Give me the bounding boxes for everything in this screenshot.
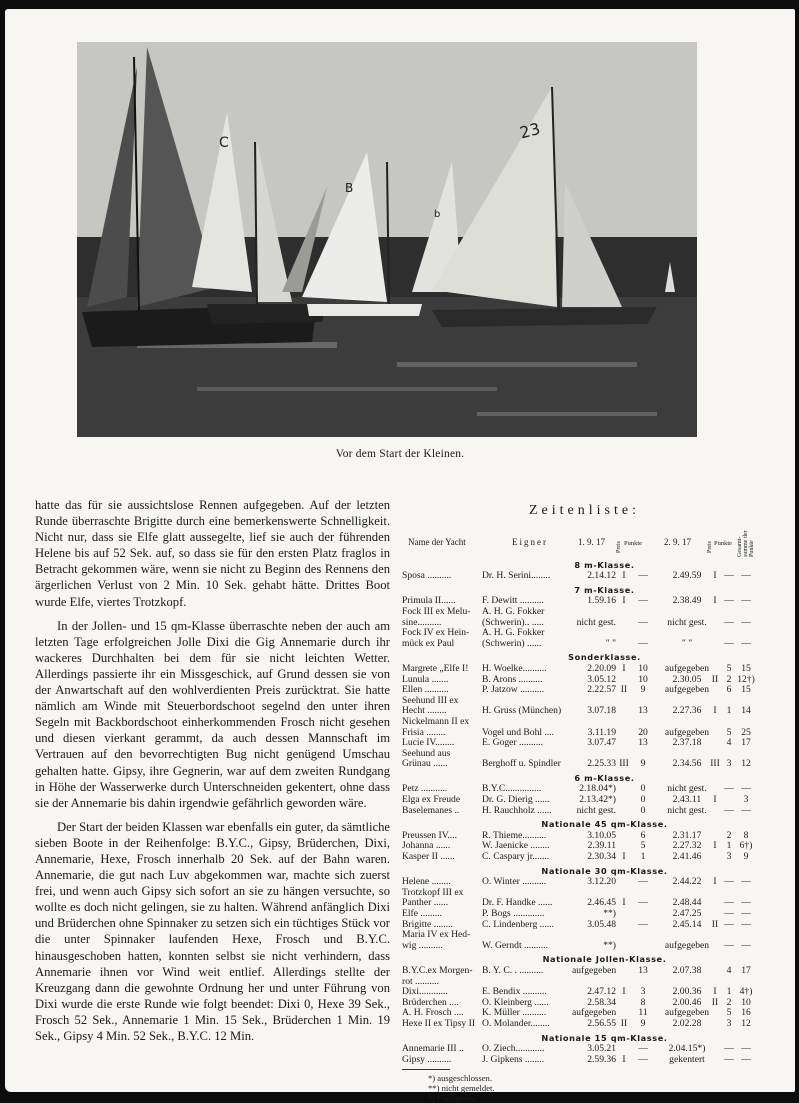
time-day1: 2.22.57 [587, 684, 616, 696]
points-day2: 1 [726, 705, 732, 717]
prize-day2: I [713, 595, 717, 607]
time-day2: 2.47.25 [672, 908, 702, 919]
document-page [5, 9, 795, 1103]
time-day1: 3.07.18 [587, 705, 616, 717]
prize-day1: I [622, 595, 626, 607]
time-day2: 2.43.11 [672, 794, 702, 806]
time-day1: 3.12.20 [587, 876, 616, 888]
total-points: — [741, 637, 751, 649]
sailboats-illustration [77, 42, 697, 437]
yacht-name: Kasper II ...... [402, 852, 455, 863]
article-paragraph: Der Start der beiden Klassen war ebenfalls ein guter, da sämtliche sieben Boote in der Reihenfolge: B.Y.C., Gipsy, Brüderchen, Dixi, Annemarie, Hexe, Frosch innerhalb 20 Sek. auf der Bahn waren. Annemarie, die gut nach Luv abgekommen war, machte sich zuerst frei, und wenn auch Gipsy sich sofort an sie zu hängen versuchte, so wollte es doch nicht gelingen, sie zu halten. Während anfänglich Dixi und Brüderchen ohne Spinnaker zu setzen sich ein tüchtiges Stück vor die unter Spinnaker laufenden Hexe, Frosch und B.Y.C. hinausgeschoben hatten, konnten selbst sie nicht verhindern, dass Annemarie ihnen vor Wind weit entlief. Allerdings stellte der Kreuzgang dann die gewohnte Ordnung her und unter Führung von Dixi wurde die erste Runde wie folgt beendet: Dixi 0, Hexe 39 Sek., Frosch 52 Sek., Annemarie 1 Min. 15 Sek., Brüderchen 1 Min. 19 Sek., Gipsy 4 Min. 52 Sek., B.Y.C. 12 Min. [35, 819, 390, 1043]
points-day2: — [724, 783, 734, 795]
yacht-name: Ellen .......... [402, 685, 449, 696]
total-points: 16 [741, 1007, 751, 1019]
prize-day1: I [622, 1053, 626, 1065]
owner-name: B.Y.C............... [482, 784, 542, 795]
points-day2: — [724, 595, 734, 607]
points-day1: 3 [640, 986, 646, 998]
footnote: *) ausgeschlossen. [428, 1073, 492, 1084]
timetable-body [402, 559, 755, 1066]
table-row [402, 717, 747, 728]
class-section-heading: Nationale 30 qm-Klasse. [541, 865, 668, 876]
total-points: 15 [741, 684, 751, 696]
yacht-name: Lunula ....... [402, 674, 449, 685]
total-points: — [741, 595, 751, 607]
total-points: — [741, 939, 751, 951]
header-date1: 1. 9. 17 [578, 536, 605, 547]
points-day2: 2 [726, 673, 732, 685]
time-day1: 2.39.11 [587, 840, 616, 852]
table-row [402, 964, 751, 977]
article-text-column [35, 497, 390, 1052]
points-day2: — [724, 876, 734, 888]
total-points: — [741, 1053, 751, 1065]
points-day1: 20 [638, 726, 648, 738]
owner-name: O. Kleinberg ...... [482, 997, 549, 1008]
total-points: 9 [743, 851, 749, 863]
points-day1: — [638, 616, 648, 628]
time-day1: nicht gest. [576, 616, 616, 628]
total-points: 14 [741, 705, 751, 717]
points-day1: 10 [638, 662, 648, 674]
owner-name: Berghoff u. Spindler [482, 759, 561, 770]
header-yacht: Name der Yacht [408, 536, 466, 547]
owner-name: Dr. H. Serini........ [482, 571, 551, 582]
yacht-name: Nickelmann II ex [402, 716, 470, 727]
yacht-name: mück ex Paul [402, 638, 455, 649]
time-day2: 2.44.22 [672, 876, 702, 888]
owner-name: K. Müller .......... [482, 1008, 547, 1019]
time-day2: " " [681, 637, 693, 649]
table-row [402, 876, 751, 888]
time-day1: 2.56.55 [587, 1017, 616, 1029]
time-day1: 3.05.48 [587, 918, 616, 930]
time-day2: 2.49.59 [672, 570, 702, 582]
yacht-name: Seehund III ex [402, 695, 459, 706]
owner-name: Dr. F. Handke ...... [482, 898, 553, 909]
table-row [402, 1053, 751, 1066]
points-day1: — [638, 918, 648, 930]
time-day1: 2.59.36 [587, 1053, 616, 1065]
time-day2: 2.41.46 [672, 851, 702, 863]
points-day2: 3 [726, 851, 732, 863]
owner-name: B. Arons .......... [482, 674, 543, 685]
total-points: 6†) [739, 840, 753, 852]
header-owner: Eigner [512, 536, 548, 547]
owner-name: O. Winter .......... [482, 877, 547, 888]
time-day2: 2.45.14 [672, 918, 702, 930]
total-points: 3 [743, 794, 749, 806]
footnote: †) Punktpreis. [428, 1093, 477, 1103]
points-day2: 3 [726, 758, 732, 770]
time-day2: 2.31.17 [672, 829, 702, 841]
yacht-name: Baselemanes .. [402, 805, 460, 816]
prize-day2: II [711, 918, 719, 930]
time-day1: 3.05.12 [587, 673, 616, 685]
time-day2: nicht gest. [667, 804, 707, 816]
time-day2: aufgegeben [664, 662, 710, 674]
class-section-heading: Nationale 15 qm-Klasse. [541, 1032, 668, 1043]
table-row [402, 607, 747, 618]
points-day2: 6 [726, 684, 732, 696]
timetable-title: Zeitenliste: [529, 503, 640, 518]
class-section-heading: 6 m-Klasse. [574, 772, 635, 783]
yacht-name: Helene ........ [402, 877, 451, 888]
yacht-name: Petz ........... [402, 784, 448, 795]
time-day1: aufgegeben [572, 1007, 617, 1019]
time-day2: 2.27.36 [672, 705, 702, 717]
prize-day2: II [711, 673, 719, 685]
yacht-name: Brigitte ........ [402, 919, 453, 930]
time-day2: 2.37.18 [672, 737, 702, 749]
prize-day1: I [622, 570, 626, 582]
table-row [402, 662, 751, 675]
prize-day2: I [713, 840, 717, 852]
yacht-name: Gipsy .......... [402, 1054, 452, 1065]
points-day1: 9 [640, 1017, 646, 1029]
points-day1: 8 [640, 996, 646, 1008]
points-day2: — [724, 939, 734, 951]
owner-name: O. Ziech............ [482, 1044, 545, 1055]
time-day1: 2.47.12 [587, 986, 616, 998]
owner-name: C. Caspary jr....... [482, 852, 550, 863]
prize-day1: I [622, 662, 626, 674]
time-day1: 1.59.16 [587, 595, 616, 607]
total-points: 12 [741, 758, 751, 770]
time-day1: 2.58.34 [587, 996, 616, 1008]
header-points2: Punkte [714, 539, 733, 547]
points-day2: 1 [726, 986, 732, 998]
table-row [402, 1017, 751, 1030]
owner-name: H. Woelke.......... [482, 663, 547, 674]
points-day2: — [724, 908, 734, 919]
points-day2: — [724, 1053, 734, 1065]
total-points: 15 [741, 662, 751, 674]
yacht-name: Fock IV ex Hein- [402, 628, 470, 639]
points-day2: 5 [726, 662, 732, 674]
time-day2: 2.00.46 [672, 996, 702, 1008]
points-day2: 2 [726, 996, 732, 1008]
owner-name: P. Bogs ............. [482, 909, 545, 919]
prize-day2: I [713, 705, 717, 717]
time-day2: nicht gest. [667, 783, 707, 795]
time-day2: 2.48.44 [672, 897, 702, 909]
time-day2: aufgegeben [664, 939, 710, 951]
time-day2: aufgegeben [664, 726, 710, 738]
yacht-name: Frisia ........ [402, 727, 446, 738]
yacht-name: sine.......... [402, 617, 442, 628]
yacht-name: Hecht ........ [402, 706, 447, 717]
time-day2: 2.27.32 [672, 840, 702, 852]
prize-day2: I [713, 570, 717, 582]
total-points: 8 [743, 829, 749, 841]
header-points1: Punkte [624, 539, 643, 547]
yacht-name: Panther ...... [402, 898, 449, 909]
points-day1: — [638, 595, 648, 607]
total-points: 10 [741, 996, 751, 1008]
time-day1: 2.30.34 [587, 851, 616, 863]
owner-name: (Schwerin).. ..... [482, 617, 544, 628]
time-day1: 3.07.47 [587, 737, 616, 749]
table-row [402, 595, 751, 607]
points-day1: 5 [640, 840, 646, 852]
time-day2: 2.07.38 [672, 964, 702, 976]
svg-text:23: 23 [517, 118, 543, 143]
total-points: — [741, 804, 751, 816]
yacht-name: Dixi............ [402, 987, 448, 998]
time-day2: aufgegeben [664, 684, 710, 696]
yacht-name: Preussen IV.... [402, 830, 457, 841]
yacht-name: Fock III ex Melu- [402, 606, 471, 617]
header-prize1: Preis [616, 540, 622, 553]
points-day1: 10 [638, 673, 648, 685]
total-points: — [741, 783, 751, 795]
owner-name: A. H. G. Fokker [482, 628, 545, 639]
table-row [402, 628, 747, 639]
points-day1: 9 [640, 758, 646, 770]
header-total: Gesamt-summe der Punkte [737, 530, 755, 557]
time-day2: 2.30.05 [672, 673, 702, 685]
yacht-name: Elga ex Freude [402, 795, 461, 806]
yacht-name: Annemarie III .. [402, 1044, 464, 1055]
table-row [402, 737, 751, 749]
yacht-name: Seehund aus [402, 748, 451, 759]
owner-name: J. Gipkens ........ [482, 1054, 545, 1065]
total-points: — [741, 570, 751, 582]
owner-name: B. Y. C. . .......... [482, 965, 544, 976]
yacht-name: A. H. Frosch .... [402, 1008, 464, 1019]
owner-name: R. Thieme.......... [482, 830, 547, 841]
time-day2: gekentert [669, 1053, 705, 1065]
timetable-header [402, 527, 755, 557]
owner-name: (Schwerin) ...... [482, 638, 542, 649]
points-day1: — [638, 1043, 648, 1055]
yacht-name: Hexe II ex Tipsy II [402, 1018, 476, 1029]
total-points: — [741, 876, 751, 888]
owner-name: W. Jaenicke ........ [482, 841, 550, 852]
points-day2: — [724, 616, 734, 628]
class-section-heading: Nationale 45 qm-Klasse. [541, 819, 668, 830]
points-day2: 5 [726, 1007, 732, 1019]
total-points: — [741, 616, 751, 628]
prize-day2: II [711, 996, 719, 1008]
points-day1: 13 [638, 964, 648, 976]
total-points: 17 [741, 737, 751, 749]
prize-day2: III [710, 758, 720, 770]
owner-name: H. Gruss (München) [482, 706, 562, 717]
yacht-name: Maria IV ex Hed- [402, 930, 471, 941]
time-day1: 2.25.33 [587, 758, 616, 770]
owner-name: C. Lindenberg ...... [482, 919, 555, 930]
total-points: 25 [741, 726, 751, 738]
svg-text:b: b [434, 209, 441, 220]
owner-name: E. Goger .......... [482, 738, 544, 749]
points-day2: — [724, 918, 734, 930]
points-day1: — [638, 876, 648, 888]
yacht-name: Trotzkopf III ex [402, 887, 464, 898]
yacht-name: rot .......... [402, 976, 440, 987]
owner-name: F. Dewitt .......... [482, 596, 544, 607]
table-row [402, 637, 751, 650]
time-day2: 2.34.56 [672, 758, 702, 770]
total-points: 17 [741, 964, 751, 976]
points-day1: — [638, 1053, 648, 1065]
time-day1: 2.14.12 [587, 570, 616, 582]
points-day2: — [724, 570, 734, 582]
article-paragraph: In der Jollen- und 15 qm-Klasse überraschte neben der auch am letzten Tage erfolgreichen Jolle Dixi die Gig Annemarie durch ihr wackeres Durchhalten bei dem für sie nicht leichten Wetter. Allerdings passierte ihr ein Missgeschick, auf Grund dessen sie von der Anwartschaft auf den wohlverdienten Preis zurücktrat. Sie hatte nämlich am Winde mit Steuerbordschoot segelnd den unter ihren Segeln mit Backbordschoot einherkommenden Frosch nicht gesehen und diesen vierkant gerammt, da auch dessen Mannschaft im Vertrauen auf den bevorrechtigten Bug nicht genügend Umschau gehalten hatte. Gipsy, ihre Gegnerin, war auf dem zweiten Rundgang in Höhe der Wasserwerke durch Unterschneiden gekentert, ohne dass sie der Annemarie bis dahin irgendwie gefährlich geworden wäre. [35, 618, 390, 810]
prize-day1: III [619, 758, 629, 770]
photo-caption: Vor dem Start der Kleinen. [335, 448, 465, 460]
points-day1: 0 [640, 783, 646, 795]
prize-day2: I [713, 876, 717, 888]
total-points: 4†) [739, 986, 753, 998]
prize-day2: I [713, 986, 717, 998]
time-day1: **) [603, 939, 616, 951]
time-day1: 2.46.45 [587, 897, 616, 909]
points-day2: 4 [726, 737, 732, 749]
total-points: — [741, 1043, 751, 1055]
table-row [402, 570, 751, 582]
table-row [402, 918, 751, 931]
owner-name: A. H. G. Fokker [482, 606, 545, 617]
table-row [402, 852, 747, 863]
footnote-divider [402, 1069, 450, 1070]
points-day1: 0 [640, 804, 646, 816]
points-day2: 1 [726, 840, 732, 852]
total-points: — [741, 918, 751, 930]
footnote: **) nicht gemeldet. [428, 1083, 495, 1094]
table-row [402, 939, 751, 952]
time-day2: 2.02.28 [672, 1017, 702, 1029]
time-day1: **) [603, 908, 616, 919]
total-points: — [741, 897, 751, 909]
prize-day1: I [622, 986, 626, 998]
yacht-name: Margrete „Elfe I! [402, 663, 469, 674]
yacht-name: wig .......... [402, 940, 443, 951]
points-day1: 9 [640, 684, 646, 696]
yacht-name: Elfe ......... [402, 909, 442, 919]
owner-name: W. Gerndt .......... [482, 940, 548, 951]
time-day2: 2.04.15*) [668, 1043, 706, 1055]
points-day1: 13 [638, 705, 648, 717]
time-day2: aufgegeben [664, 1007, 710, 1019]
time-day1: " " [605, 637, 616, 649]
table-row [402, 758, 751, 770]
time-day1: 3.11.19 [587, 726, 616, 738]
owner-name: Vogel und Bohl .... [482, 727, 555, 738]
yacht-name: Brüderchen .... [402, 997, 459, 1008]
total-points: — [741, 908, 751, 919]
total-points: 12 [741, 1017, 751, 1029]
points-day1: — [638, 897, 648, 909]
yacht-name: Grünau ...... [402, 759, 448, 770]
class-section-heading: Nationale Jollen-Klasse. [542, 954, 667, 965]
points-day2: 4 [726, 964, 732, 976]
owner-name: O. Molander........ [482, 1018, 550, 1029]
points-day2: — [724, 804, 734, 816]
footnotes [428, 1073, 747, 1103]
time-day2: 2.00.36 [672, 986, 702, 998]
points-day1: 0 [640, 794, 646, 806]
prize-day1: I [622, 851, 626, 863]
svg-text:B: B [345, 181, 354, 195]
time-day1: 2.18.04*) [579, 783, 616, 795]
time-day2: nicht gest. [667, 616, 707, 628]
points-day1: — [638, 570, 648, 582]
points-day1: 13 [638, 737, 648, 749]
yacht-name: Lucie IV........ [402, 738, 455, 749]
points-day2: 3 [726, 1017, 732, 1029]
time-day1: 2.20.09 [587, 662, 616, 674]
time-day1: 3.10.05 [587, 829, 616, 841]
sailboats-photo [77, 42, 697, 437]
prize-day1: I [622, 897, 626, 909]
table-row [402, 684, 751, 696]
points-day1: 6 [640, 829, 646, 841]
article-paragraph: hatte das für sie aussichtslose Rennen aufgegeben. Auf der letzten Runde überraschte Brigitte durch eine bemerkenswerte Schnelligkeit. Nicht nur, dass sie Elfe glatt aussegelte, lief sie auch der führenden Helene bis auf 52 Sek. auf, so dass sie für den ersten Platz fraglos in Betracht gekommen wäre, wenn sie nicht zu Beginn des Rennens den ärgerlichen Verlust von 2 Min. 10 Sek. gehabt hätte. Drittes Boot wurde Elfe, viertes Trotzkopf. [35, 498, 390, 609]
total-points: 12†) [737, 673, 755, 685]
owner-name: Dr. G. Dierig ...... [482, 795, 550, 806]
class-section-heading: Sonderklasse. [568, 652, 641, 663]
header-prize2: Preis [707, 540, 713, 553]
prize-day1: II [620, 1017, 628, 1029]
time-day1: aufgegeben [572, 964, 617, 976]
points-day2: — [724, 1043, 734, 1055]
time-day2: 2.38.49 [672, 595, 702, 607]
points-day1: 11 [638, 1007, 648, 1019]
class-section-heading: 7 m-Klasse. [574, 584, 635, 595]
svg-text:C: C [219, 135, 229, 151]
yacht-name: Sposa .......... [402, 571, 452, 582]
points-day2: 5 [726, 726, 732, 738]
prize-day2: I [713, 794, 717, 806]
points-day1: — [638, 637, 648, 649]
owner-name: H. Rauchholz ...... [482, 805, 552, 816]
owner-name: E. Bendix .......... [482, 987, 547, 998]
yacht-name: Johanna ...... [402, 841, 451, 852]
yacht-name: B.Y.C.ex Morgen- [402, 965, 473, 976]
table-row [402, 908, 751, 920]
header-date2: 2. 9. 17 [664, 536, 691, 547]
time-day1: 3.05.21 [587, 1043, 616, 1055]
yacht-name: Primula II...... [402, 596, 456, 607]
points-day1: 1 [640, 851, 646, 863]
table-row [402, 804, 751, 817]
prize-day1: II [620, 684, 628, 696]
table-row [402, 616, 751, 629]
time-day1: 2.13.42*) [579, 794, 616, 806]
owner-name: P. Jatzow .......... [482, 685, 545, 696]
time-day1: nicht gest. [576, 804, 616, 816]
timetable [402, 503, 755, 1103]
points-day2: — [724, 637, 734, 649]
points-day2: 2 [726, 829, 732, 841]
points-day2: — [724, 897, 734, 909]
table-row [402, 705, 751, 717]
class-section-heading: 8 m-Klasse. [574, 559, 635, 570]
